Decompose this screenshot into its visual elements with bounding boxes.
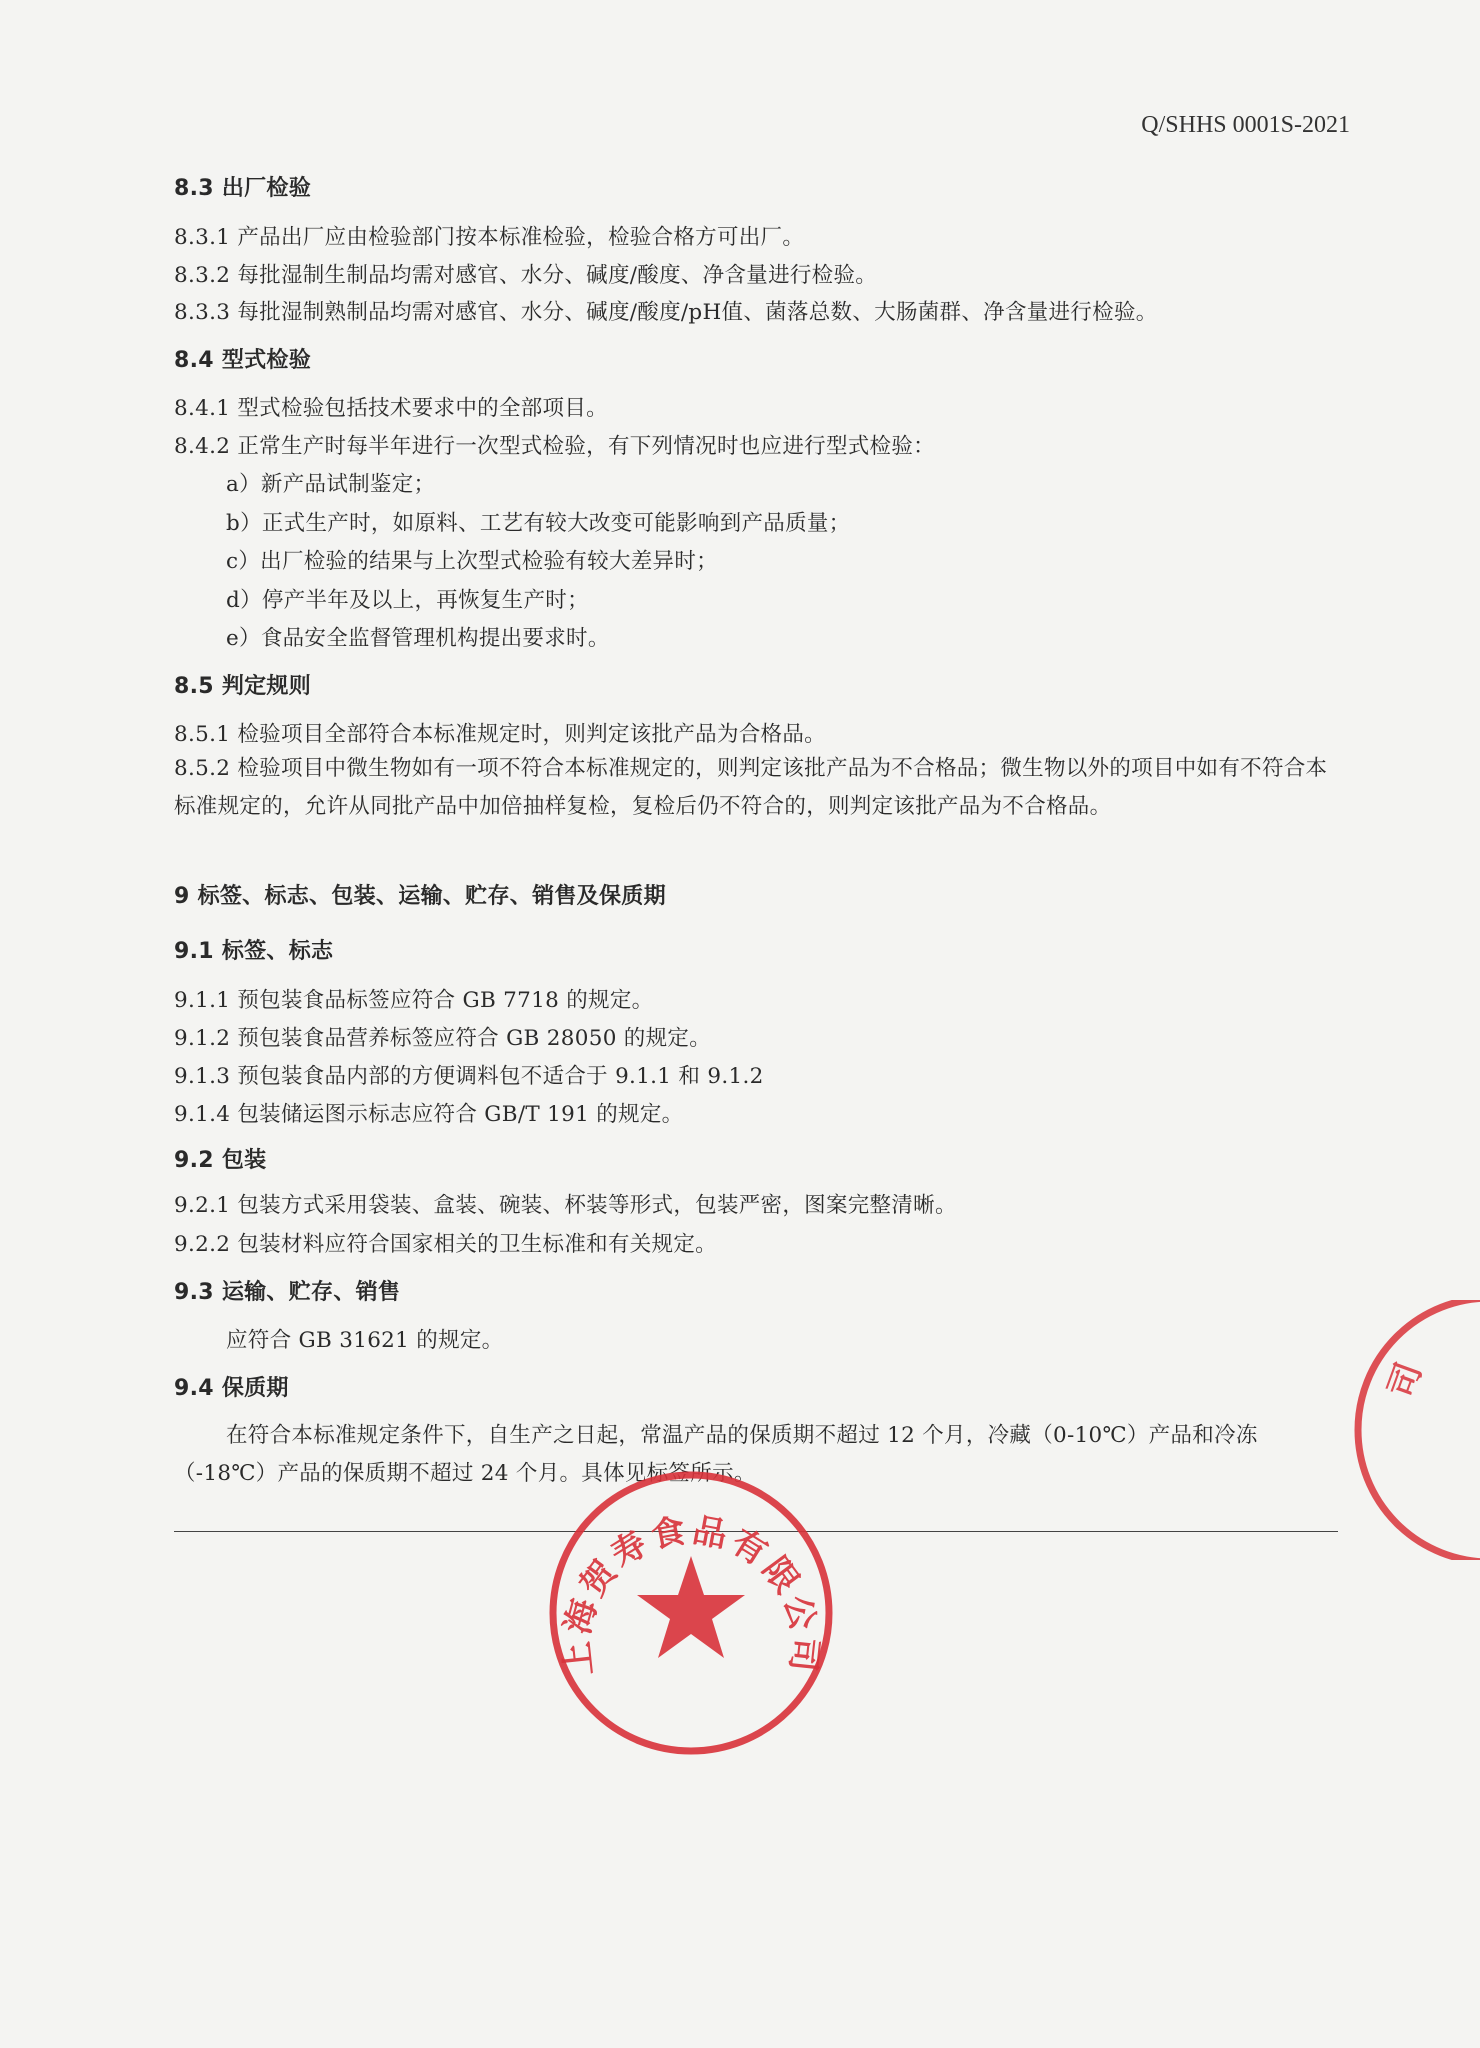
section-9-4-title: 9.4 保质期 (174, 1376, 289, 1401)
clause-9-1-3: 9.1.3 预包装食品内部的方便调料包不适合于 9.1.1 和 9.1.2 (174, 1064, 764, 1089)
chapter-9-title: 9 标签、标志、包装、运输、贮存、销售及保质期 (174, 884, 666, 909)
clause-9-1-4: 9.1.4 包装储运图示标志应符合 GB/T 191 的规定。 (174, 1102, 684, 1127)
list-item: b）正式生产时，如原料、工艺有较大改变可能影响到产品质量； (226, 511, 851, 536)
list-item: e）食品安全监督管理机构提出要求时。 (226, 626, 610, 651)
company-seal-icon (546, 1468, 836, 1758)
standard-code: Q/SHHS 0001S-2021 (1141, 112, 1350, 138)
clause-8-3-3: 8.3.3 每批湿制熟制品均需对感官、水分、碱度/酸度/pH值、菌落总数、大肠菌群、净含量进行检验。 (174, 300, 1158, 325)
clause-9-4-text: 在符合本标准规定条件下，自生产之日起，常温产品的保质期不超过 12 个月，冷藏（0-10℃）产品和冷冻（-18℃）产品的保质期不超过 24 个月。具体见标签所示。 (174, 1423, 1258, 1486)
clause-8-3-2: 8.3.2 每批湿制生制品均需对感官、水分、碱度/酸度、净含量进行检验。 (174, 263, 878, 288)
partial-seal-icon (1340, 1300, 1480, 1560)
list-item: d）停产半年及以上，再恢复生产时； (226, 588, 589, 613)
clause-8-4-1: 8.4.1 型式检验包括技术要求中的全部项目。 (174, 396, 608, 421)
svg-text:司: 司 (1380, 1357, 1431, 1404)
section-9-2-title: 9.2 包装 (174, 1148, 267, 1173)
clause-9-1-2: 9.1.2 预包装食品营养标签应符合 GB 28050 的规定。 (174, 1026, 712, 1051)
svg-text:上海贺寿食品有限公司: 上海贺寿食品有限公司 (556, 1510, 826, 1678)
section-8-5-title: 8.5 判定规则 (174, 674, 312, 699)
clause-9-1-1: 9.1.1 预包装食品标签应符合 GB 7718 的规定。 (174, 988, 654, 1013)
clause-9-3-text: 应符合 GB 31621 的规定。 (226, 1328, 504, 1353)
list-item: a）新产品试制鉴定； (226, 472, 436, 497)
clause-8-4-2: 8.4.2 正常生产时每半年进行一次型式检验，有下列情况时也应进行型式检验： (174, 434, 935, 459)
section-8-4-title: 8.4 型式检验 (174, 348, 312, 373)
section-9-1-title: 9.1 标签、标志 (174, 939, 334, 964)
section-8-3-title: 8.3 出厂检验 (174, 176, 312, 201)
clause-8-5-1: 8.5.1 检验项目全部符合本标准规定时，则判定该批产品为合格品。 (174, 722, 826, 747)
clause-9-2-1: 9.2.1 包装方式采用袋装、盒装、碗装、杯装等形式，包装严密，图案完整清晰。 (174, 1193, 957, 1218)
clause-8-5-2: 8.5.2 检验项目中微生物如有一项不符合本标准规定的，则判定该批产品为不合格品；微生物以外的项目中如有不符合本标准规定的，允许从同批产品中加倍抽样复检，复检后仍不符合的，则判定该批产品为不合格品。 (174, 756, 1328, 819)
section-9-3-title: 9.3 运输、贮存、销售 (174, 1280, 401, 1305)
clause-9-2-2: 9.2.2 包装材料应符合国家相关的卫生标准和有关规定。 (174, 1232, 717, 1257)
list-item: c）出厂检验的结果与上次型式检验有较大差异时； (226, 549, 718, 574)
clause-8-3-1: 8.3.1 产品出厂应由检验部门按本标准检验，检验合格方可出厂。 (174, 225, 805, 250)
